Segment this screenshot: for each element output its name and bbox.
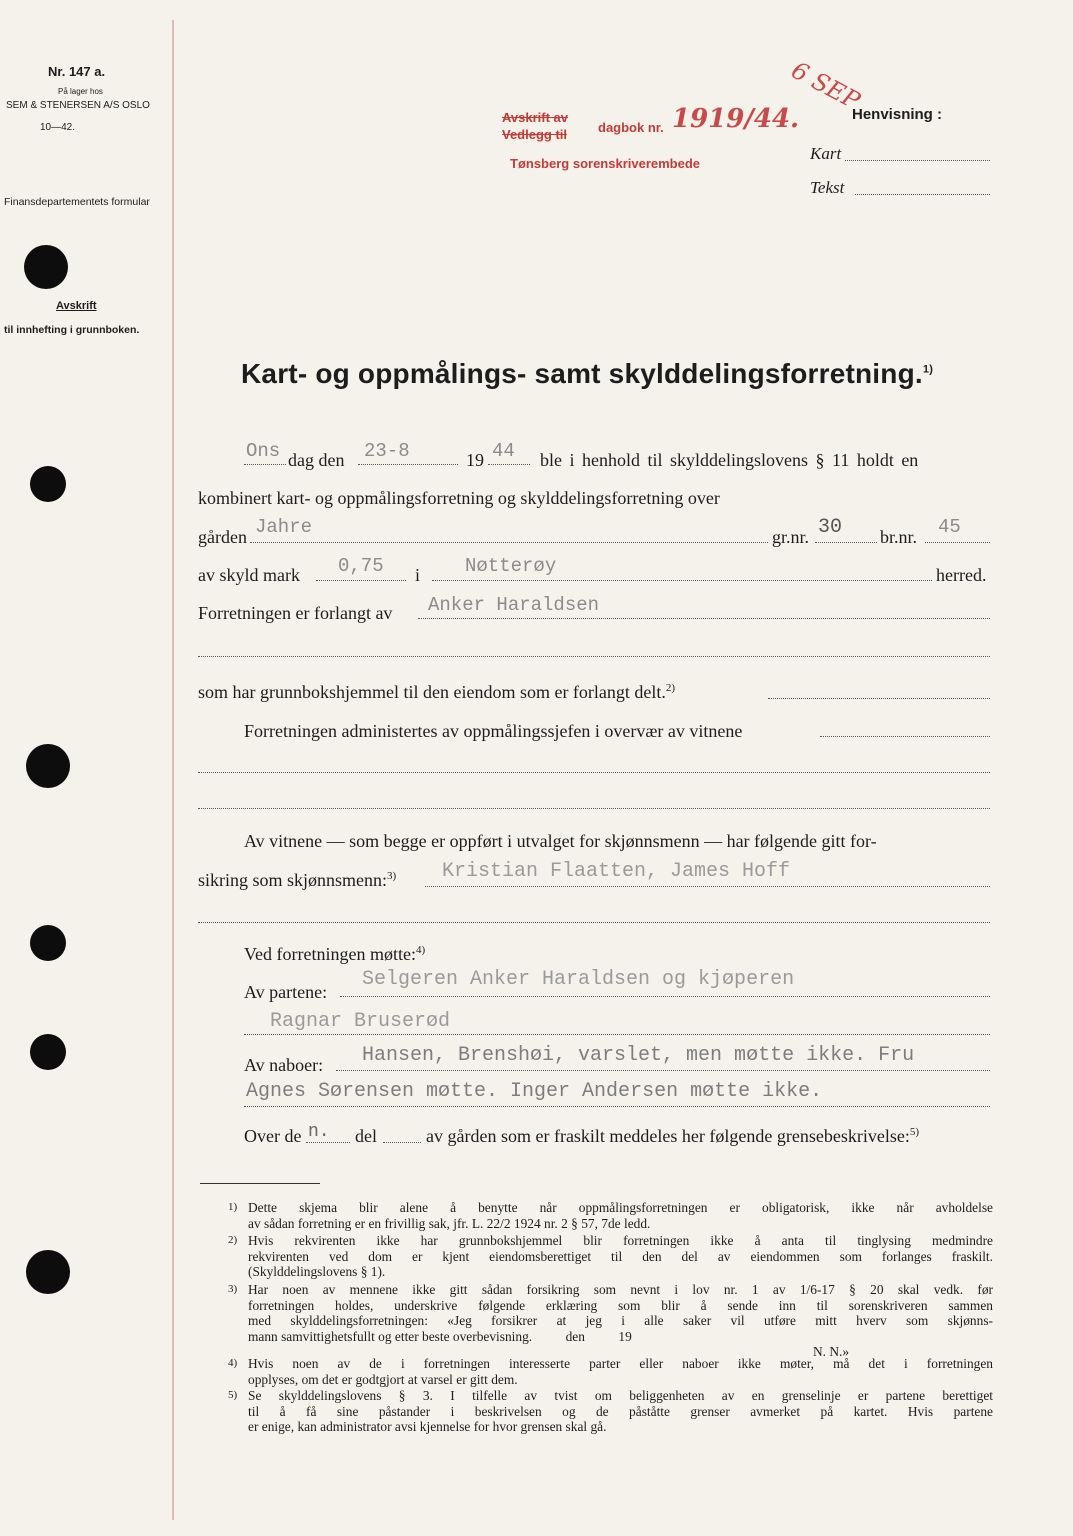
footnote-number: 5) [228,1389,238,1401]
reference-tekst-line [855,194,990,195]
over-label: Over de [244,1126,302,1146]
requested-line [418,618,990,619]
punch-hole-icon [30,925,66,961]
parties-value: Selgeren Anker Haraldsen og kjøperen [362,968,795,991]
farm-line [250,542,768,543]
footnote-number: 1) [228,1201,238,1213]
municipality-value: Nøtterøy [465,555,557,577]
printer-line: På lager hos [58,87,103,96]
skyld-label: av skyld mark [198,565,300,585]
stamp-date: 6 SEP [786,56,865,116]
punch-hole-icon [30,466,66,502]
ministry-label: Finansdepartementets formular [4,196,150,208]
requested-value: Anker Haraldsen [428,594,600,616]
stamp-dagbok-number: 1919/44. [672,104,800,134]
witness-value: Kristian Flaatten, James Hoff [442,860,791,883]
year-value: 44 [492,440,515,462]
farm-label: gården [198,527,247,547]
neighbours-value: Agnes Sørensen møtte. Inger Andersen møtte ikke. [246,1080,823,1103]
del-label: del [355,1126,377,1146]
parties-value: Ragnar Bruserød [270,1010,451,1033]
skyld-value: 0,75 [338,555,384,577]
footnote-number: 3) [228,1283,238,1295]
blank-line [198,922,990,923]
witness-line [425,886,990,887]
farm-value: Jahre [255,516,313,538]
brnr-line [925,542,990,543]
over-value: n. [308,1122,330,1142]
stamp-dagbok-label: dagbok nr. [598,120,664,135]
attended-label: Ved forretningen møtte:$^{4)}$ [244,944,426,964]
stamp-line: Avskrift av [502,110,568,125]
weekday-line [244,464,286,465]
stamp-line: Vedlegg til [502,127,568,142]
copy-label: Avskrift [56,300,97,312]
blank-line [198,808,990,809]
neighbours-label: Av naboer: [244,1055,324,1075]
footnote-3: Har noen av mennene ikke gitt sådan forsikring som nevnt i lov nr. 1 av 1/6-17 § 20 skal vedk. før forretningen holdes, underskrive følgende erklæring som blir å sende inn til sorenskriveren sammen med skylddelingsforretningen: «Jeg forsikrer at jeg i alle saker vil utføre mitt hverv som skjønns- mann samvittighetsfullt og etter beste overbevisning. den 19 N. N.» [248,1282,993,1360]
blank-line [198,772,990,773]
brnr-value: 45 [938,516,961,538]
footnote-2: Hvis rekvirenten ikke har grunnbokshjemmel blir forretningen ikke å anta til tinglysing medmindre rekvirenten ved dom er kjent eiendomsberettiget til den del av eiendommen som forlanges fraskilt. (Skylddelingslovens § 1). [248,1233,993,1280]
footnote-rule [200,1183,320,1184]
printer-line: SEM & STENERSEN A/S OSLO [6,100,150,111]
herred-label: herred. [936,565,987,585]
day-label: dag den [288,450,345,470]
punch-hole-icon [26,744,70,788]
final-text: av gården som er fraskilt meddeles her følgende grensebeskrivelse:$^{5)}$ [426,1126,919,1146]
punch-hole-icon [30,1034,66,1070]
blank-line [198,656,990,657]
neighbours-line [244,1106,990,1107]
grnr-line [815,542,877,543]
year-prefix: 19 [466,450,484,470]
footnote-4: Hvis noen av de i forretningen interesserte parter eller naboer ikke møter, må det i forretningen opplyses, om det er godtgjort at varsel er gitt dem. [248,1356,993,1387]
line1-text: ble i henhold til skylddelingslovens § 11 holdt en [540,450,919,470]
weekday-value: Ons [246,440,281,462]
line2-text: kombinert kart- og oppmålingsforretning og skylddelingsforretning over [198,488,720,508]
margin-rule [172,20,174,1520]
punch-hole-icon [24,245,68,289]
reference-tekst-label: Tekst [810,178,845,197]
parties-line [340,996,990,997]
neighbours-value: Hansen, Brenshøi, varslet, men møtte ikke. Fru [362,1044,915,1067]
stamp-office: Tønsberg sorenskriverembede [510,156,701,171]
reference-kart-line [845,160,990,161]
copy-note: til innhefting i grunnboken. [4,324,140,336]
reference-heading: Henvisning : [852,106,943,123]
over-line [306,1142,350,1143]
printer-line: 10—42. [40,122,76,133]
admin-text: Forretningen administertes av oppmålingssjefen i overvær av vitnene [244,721,743,741]
skyld-line [316,580,406,581]
footnote-number: 2) [228,1234,238,1246]
date-value: 23-8 [364,440,410,462]
i-label: i [415,565,421,585]
date-line [358,464,458,465]
footnote-number: 4) [228,1357,238,1369]
grnr-label: gr.nr. [772,527,810,547]
municipality-line [432,580,932,581]
requested-label: Forretningen er forlangt av [198,603,393,623]
admin-line [820,736,990,737]
year-line [488,464,530,465]
hjemmel-line [768,698,990,699]
neighbours-line [336,1070,990,1071]
witness-text: Av vitnene — som begge er oppført i utvalget for skjønnsmenn — har følgende gitt for- [244,831,877,851]
footnote-1: Dette skjema blir alene å benytte når oppmålingsforretningen er obligatorisk, ikke når avholdelse av sådan forretning er en frivillig sak, jfr. L. 22/2 1924 nr. 2 § 57, 7de ledd. [248,1200,993,1231]
punch-hole-icon [26,1250,70,1294]
grnr-value: 30 [818,516,843,539]
del-line [383,1142,421,1143]
page-title: Kart- og oppmålings- samt skylddelingsforretning.$^{1)}$ [241,358,934,389]
brnr-label: br.nr. [880,527,918,547]
parties-label: Av partene: [244,982,328,1002]
parties-line [244,1034,990,1035]
form-number: Nr. 147 a. [48,64,106,79]
hjemmel-text: som har grunnbokshjemmel til den eiendom som er forlangt delt.$^{2)}$ [198,682,676,702]
reference-kart-label: Kart [810,144,842,163]
witness-text: sikring som skjønnsmenn:$^{3)}$ [198,870,397,890]
footnote-5: Se skylddelingslovens § 3. I tilfelle av tvist om beliggenheten av en grenselinje er partene berettiget til å få sine påstander i beskrivelsen og de påståtte grenser avmerket på kartet. Hvis partene er enige, kan administrator avsi kjennelse for hvor grensen skal gå. [248,1388,993,1435]
